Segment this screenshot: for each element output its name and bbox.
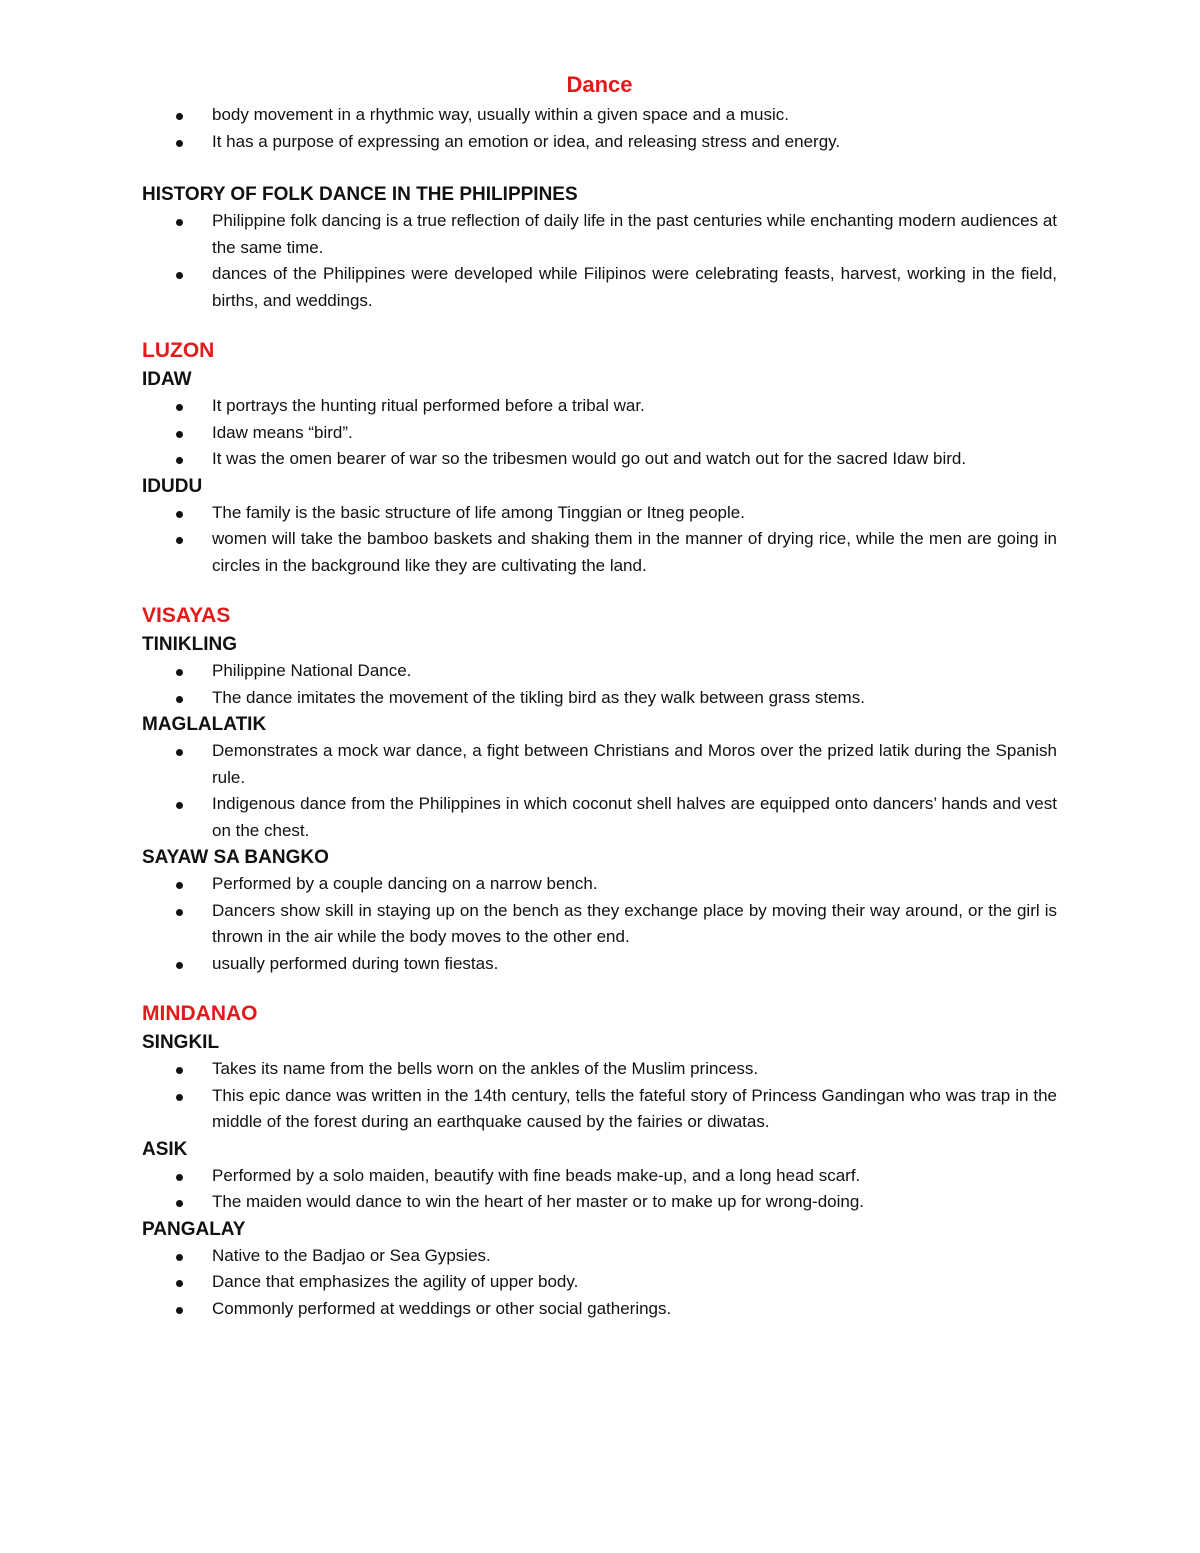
- region-heading-mindanao: MINDANAO: [142, 1002, 258, 1025]
- list-item: [142, 261, 1057, 314]
- bullet-text: Indigenous dance from the Philippines in which coconut shell halves are equipped onto dancers’ hands and vest on the chest.: [212, 794, 1057, 840]
- list-item: [142, 898, 1057, 951]
- list-item: [142, 791, 1057, 844]
- list-item: [142, 951, 1057, 978]
- bullet-text: Idaw means “bird”.: [212, 422, 353, 442]
- list-item: [142, 208, 1057, 261]
- bullet-text: It was the omen bearer of war so the tribesmen would go out and watch out for the sacred Idaw bird.: [212, 449, 967, 468]
- bullet-icon: [176, 749, 183, 756]
- list-item: [142, 1056, 1057, 1083]
- bullet-icon: [176, 404, 183, 411]
- bullet-text: Dancers show skill in staying up on the bench as they exchange place by moving their way around, or the girl is thrown in the air while the body moves to the other end.: [212, 900, 1057, 946]
- list-item: [142, 871, 1057, 898]
- list-item: [142, 1296, 1057, 1323]
- bullet-text: This epic dance was written in the 14th century, tells the fateful story of Princess Gandingan who was trap in the middle of the forest during an earthquake caused by the fairies or diwatas.: [212, 1085, 1057, 1131]
- list-item: [142, 102, 1057, 129]
- bullet-text: Performed by a solo maiden, beautify with fine beads make-up, and a long head scarf.: [212, 1165, 861, 1185]
- list-item: [142, 738, 1057, 791]
- bullet-icon: [176, 140, 183, 147]
- dance-bullet-list: [142, 1243, 1057, 1323]
- list-item: [142, 1163, 1057, 1190]
- bullet-icon: [176, 113, 183, 120]
- bullet-icon: [176, 1254, 183, 1261]
- dance-heading-maglalatik: MAGLALATIK: [142, 714, 267, 735]
- bullet-icon: [176, 1280, 183, 1287]
- bullet-icon: [176, 669, 183, 676]
- bullet-text: The dance imitates the movement of the tikling bird as they walk between grass stems.: [212, 687, 865, 707]
- dance-bullet-list: [142, 1163, 1057, 1216]
- bullet-text: Native to the Badjao or Sea Gypsies.: [212, 1245, 491, 1265]
- dance-heading-idudu: IDUDU: [142, 475, 203, 497]
- bullet-text: usually performed during town fiestas.: [212, 953, 499, 973]
- list-item: [142, 1189, 1057, 1216]
- history-bullet-list: [142, 208, 1057, 314]
- list-item: [142, 500, 1057, 527]
- list-item: [142, 658, 1057, 685]
- dance-heading-pangalay: PANGALAY: [142, 1218, 246, 1240]
- dance-heading-asik: ASIK: [142, 1138, 188, 1160]
- bullet-icon: [176, 909, 183, 916]
- dance-heading-sayaw-sa-bangko: SAYAW SA BANGKO: [142, 847, 329, 868]
- region-heading-visayas: VISAYAS: [142, 604, 231, 627]
- bullet-text: Dance that emphasizes the agility of upper body.: [212, 1272, 579, 1291]
- dance-bullet-list: [142, 500, 1057, 580]
- list-item: [142, 526, 1057, 579]
- bullet-icon: [176, 1094, 183, 1101]
- bullet-icon: [176, 696, 183, 703]
- list-item: [142, 129, 1057, 156]
- bullet-text: Demonstrates a mock war dance, a fight between Christians and Moros over the prized latik during the Spanish rule.: [212, 741, 1057, 787]
- bullet-icon: [176, 882, 183, 889]
- bullet-text: Performed by a couple dancing on a narrow bench.: [212, 874, 598, 893]
- bullet-icon: [176, 272, 183, 279]
- list-item: [142, 1243, 1057, 1270]
- bullet-text: Commonly performed at weddings or other social gatherings.: [212, 1298, 672, 1318]
- dance-bullet-list: [142, 658, 1057, 711]
- bullet-icon: [176, 457, 183, 464]
- bullet-icon: [176, 431, 183, 438]
- list-item: [142, 1269, 1057, 1296]
- dance-bullet-list: [142, 393, 1057, 473]
- bullet-text: Philippine folk dancing is a true reflection of daily life in the past centuries while enchanting modern audiences at the same time.: [212, 211, 1057, 257]
- bullet-text: women will take the bamboo baskets and shaking them in the manner of drying rice, while the men are going in circles in the background like they are cultivating the land.: [212, 529, 1057, 575]
- bullet-text: body movement in a rhythmic way, usually within a given space and a music.: [212, 105, 790, 124]
- dance-heading-tinikling: TINIKLING: [142, 634, 237, 655]
- bullet-icon: [176, 1200, 183, 1207]
- list-item: [142, 420, 1057, 447]
- dance-heading-singkil: SINGKIL: [142, 1032, 220, 1053]
- list-item: [142, 393, 1057, 420]
- bullet-text: Philippine National Dance.: [212, 661, 412, 680]
- bullet-icon: [176, 537, 183, 544]
- bullet-text: dances of the Philippines were developed while Filipinos were celebrating feasts, harvest, working in the field, births, and weddings.: [212, 264, 1057, 310]
- bullet-text: It portrays the hunting ritual performed before a tribal war.: [212, 396, 645, 415]
- bullet-text: Takes its name from the bells worn on the ankles of the Muslim princess.: [212, 1059, 759, 1078]
- bullet-icon: [176, 511, 183, 518]
- bullet-icon: [176, 1307, 183, 1314]
- dance-bullet-list: [142, 738, 1057, 844]
- bullet-icon: [176, 1174, 183, 1181]
- history-heading: HISTORY OF FOLK DANCE IN THE PHILIPPINES: [142, 184, 578, 205]
- list-item: [142, 685, 1057, 712]
- region-heading-luzon: LUZON: [142, 339, 215, 362]
- document-title: Dance: [566, 72, 633, 97]
- dance-bullet-list: [142, 871, 1057, 977]
- list-item: [142, 1083, 1057, 1136]
- bullet-icon: [176, 1067, 183, 1074]
- list-item: [142, 446, 1057, 473]
- dance-heading-idaw: IDAW: [142, 369, 192, 390]
- dance-bullet-list: [142, 1056, 1057, 1136]
- bullet-text: The family is the basic structure of life among Tinggian or Itneg people.: [212, 502, 745, 522]
- bullet-icon: [176, 219, 183, 226]
- bullet-text: It has a purpose of expressing an emotion or idea, and releasing stress and energy.: [212, 131, 841, 151]
- bullet-icon: [176, 802, 183, 809]
- intro-bullet-list: [142, 102, 1057, 155]
- bullet-text: The maiden would dance to win the heart of her master or to make up for wrong-doing.: [212, 1192, 865, 1211]
- bullet-icon: [176, 962, 183, 969]
